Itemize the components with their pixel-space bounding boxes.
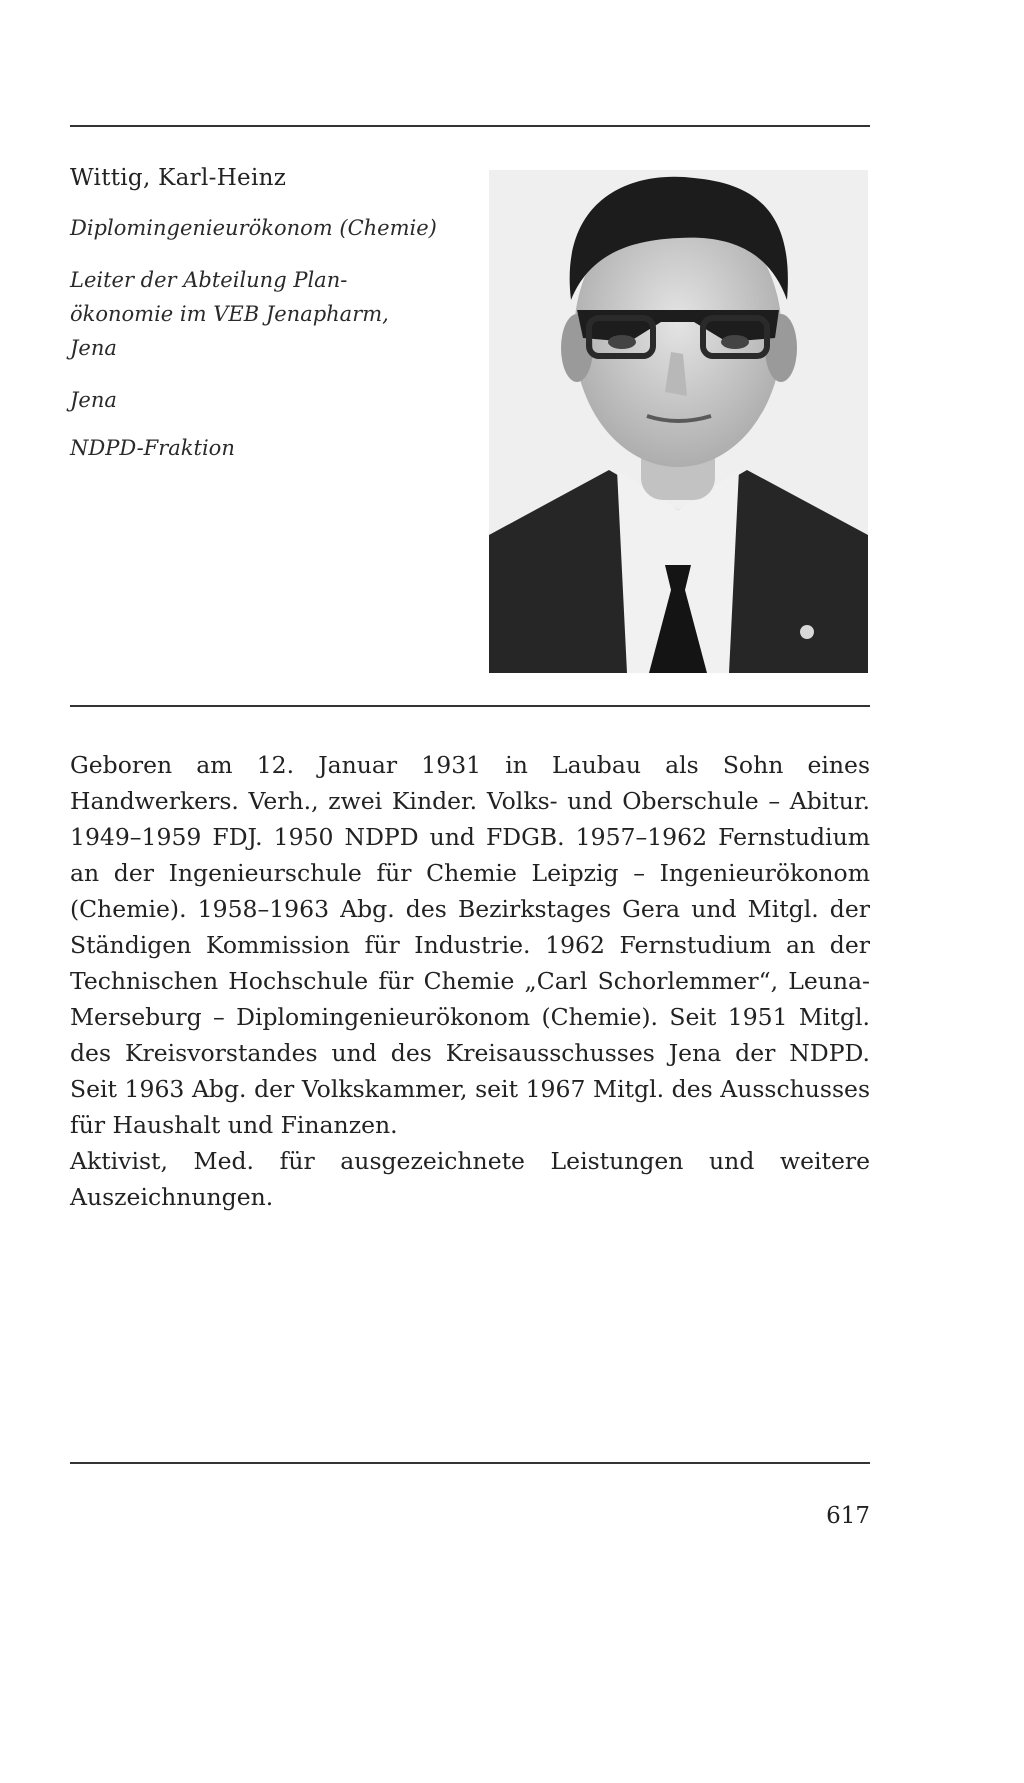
- biography: [70, 747, 870, 1215]
- portrait-photo: [489, 170, 868, 673]
- bottom-rule: [70, 1462, 870, 1464]
- position-line-1: Leiter der Abteilung Plan-: [70, 268, 348, 292]
- top-rule: [70, 125, 870, 127]
- position-line-3: Jena: [70, 336, 117, 360]
- faction: NDPD-Fraktion: [70, 436, 235, 460]
- constituency: Jena: [70, 388, 117, 412]
- biography-paragraph-2: Aktivist, Med. für ausgezeichnete Leistungen und weitere Auszeichnungen.: [70, 1147, 870, 1211]
- position-line-2: ökonomie im VEB Jenapharm,: [70, 302, 389, 326]
- biography-paragraph-1: Geboren am 12. Januar 1931 in Laubau als Sohn eines Handwerkers. Verh., zwei Kinder. Volks- und Oberschule – Abitur. 1949–1959 FDJ. 1950 NDPD und FDGB. 1957–1962 Fernstudium an der Ingenieurschule für Chemie Leipzig – Ingenieurökonom (Chemie). 1958–1963 Abg. des Bezirkstages Gera und Mitgl. der Ständigen Kommission für Industrie. 1962 Fernstudium an der Technischen Hochschule für Chemie „Carl Schorlemmer“, Leuna-Merseburg – Diplomingenieurökonom (Chemie). Seit 1951 Mitgl. des Kreisvorstandes und des Kreisausschusses Jena der NDPD. Seit 1963 Abg. der Volkskammer, seit 1967 Mitgl. des Ausschusses für Haushalt und Finanzen.: [70, 751, 870, 1139]
- page-number: 617: [826, 1503, 870, 1529]
- middle-rule: [70, 705, 870, 707]
- person-name: Wittig, Karl-Heinz: [70, 165, 287, 191]
- academic-title: Diplomingenieurökonom (Chemie): [70, 216, 437, 240]
- portrait-illustration: [489, 170, 868, 673]
